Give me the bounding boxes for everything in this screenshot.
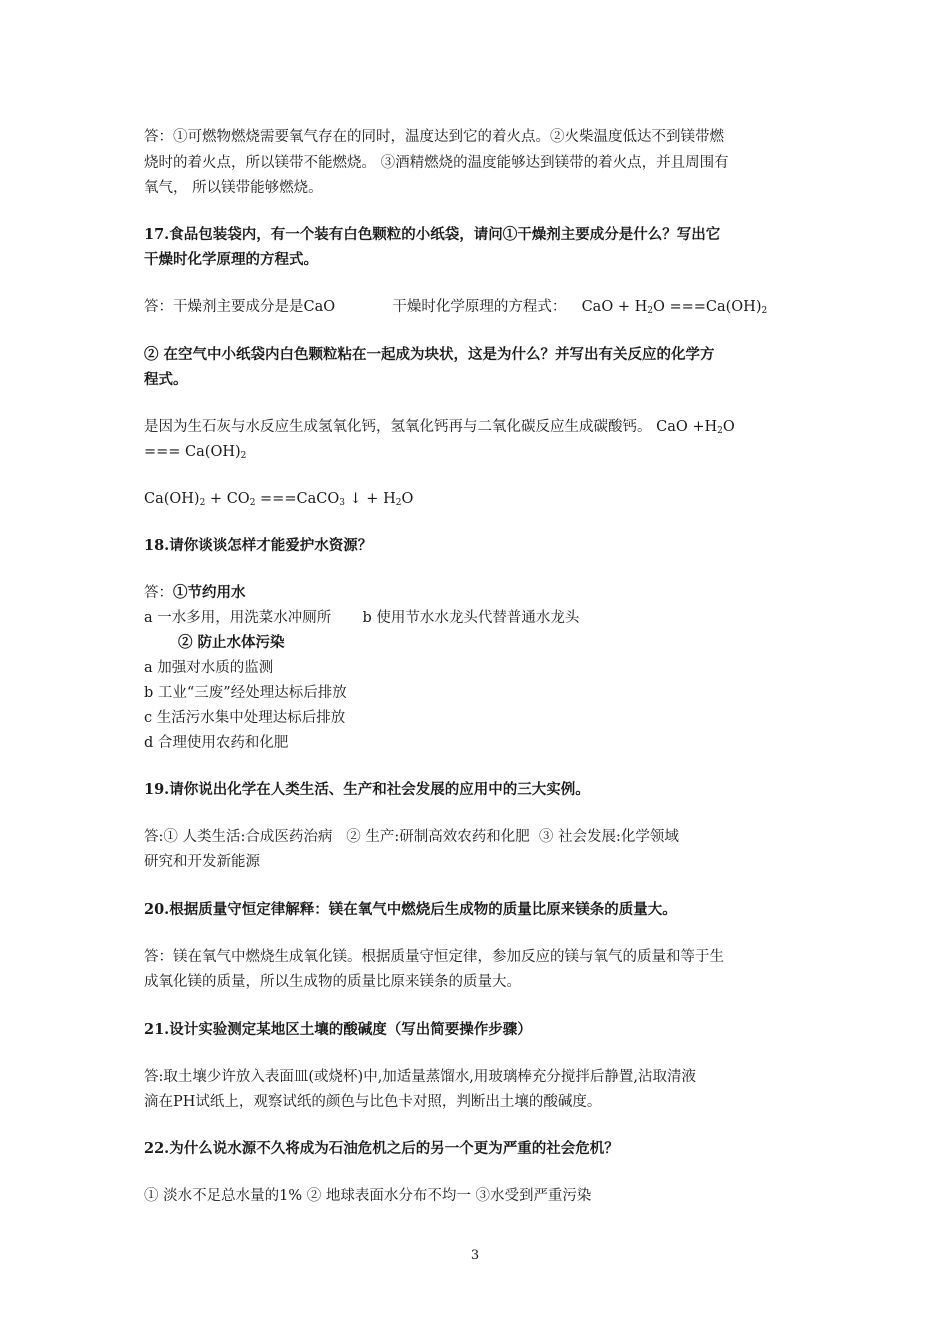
q17-equation-1: CaO + $H_2O ===Ca(OH)_2$ <box>581 299 768 316</box>
q21-question: 21.设计实验测定某地区土壤的酸碱度（写出简要操作步骤） <box>144 1021 532 1038</box>
q18-answer-heading-1: 答：①节约用水 <box>144 584 246 601</box>
q16-answer-line-3: 氧气， 所以镁带能够燃烧。 <box>144 180 323 196</box>
q22-question: 22.为什么说水源不久将成为石油危机之后的另一个更为严重的社会危机？ <box>144 1140 619 1157</box>
q17-reason-line-1: 是因为生石灰与水反应生成氢氧化钙，氢氧化钙再与二氧化碳反应生成碳酸钙。 CaO $+H_2O$ <box>144 419 735 436</box>
q18-item-2c: c 生活污水集中处理达标后排放 <box>144 710 346 726</box>
q17-subquestion-line-1: ② 在空气中小纸袋内白色颗粒粘在一起成为块状，这是为什么？并写出有关反应的化学方 <box>144 346 715 363</box>
q21-answer-line-1: 答:取土壤少许放入表面皿(或烧杯)中,加适量蒸馏水,用玻璃棒充分搅拌后静置,沾取清液 <box>144 1069 697 1085</box>
q17-equation-2: $Ca(OH)_2 + CO_2$ ===CaCO$_3$ ↓ + $H_2O$ <box>144 491 414 508</box>
q18-item-b1: b 使用节水水龙头代替普通水龙头 <box>362 610 580 626</box>
q18-question: 18.请你谈谈怎样才能爱护水资源？ <box>144 537 373 554</box>
q19-question: 19.请你说出化学在人类生活、生产和社会发展的应用中的三大实例。 <box>144 781 590 798</box>
q17-reason-line-2: === $Ca(OH)_2$ <box>144 444 247 461</box>
q17-answer-text: 答：干燥剂主要成分是是CaO <box>144 299 336 315</box>
q22-answer: ① 淡水不足总水量的1% ② 地球表面水分布不均一 ③水受到严重污染 <box>144 1188 592 1204</box>
q20-question: 20.根据质量守恒定律解释：镁在氧气中燃烧后生成物的质量比原来镁条的质量大。 <box>144 901 677 918</box>
q17-answer-eq-label: 干燥时化学原理的方程式： <box>392 299 567 315</box>
q18-item-2d: d 合理使用农药和化肥 <box>144 735 289 751</box>
page-number: 3 <box>470 1248 480 1263</box>
q17-answer <box>144 296 767 322</box>
q16-answer-line-1: 答：①可燃物燃烧需要氧气存在的同时，温度达到它的着火点。②火柴温度低达不到镁带燃 <box>144 129 724 145</box>
q18-answer-heading-2: ② 防止水体污染 <box>178 634 285 651</box>
q18-item-row-1 <box>144 607 579 629</box>
q18-item-2a: a 加强对水质的监测 <box>144 660 274 676</box>
q17-subquestion-line-2: 程式。 <box>144 371 188 388</box>
q19-answer-line-1: 答:① 人类生活:合成医药治病 ② 生产:研制高效农药和化肥 ③ 社会发展:化学领域 <box>144 829 679 845</box>
q16-answer-line-2: 烧时的着火点，所以镁带不能燃烧。 ③酒精燃烧的温度能够达到镁带的着火点，并且周围有 <box>144 155 729 171</box>
q18-item-2b: b 工业“三废”经处理达标后排放 <box>144 685 347 701</box>
q20-answer-line-2: 成氧化镁的质量，所以生成物的质量比原来镁条的质量大。 <box>144 974 521 990</box>
q17-question-line-1: 17.食品包装袋内，有一个装有白色颗粒的小纸袋，请问①干燥剂主要成分是什么？写出它 <box>144 226 721 243</box>
q20-answer-line-1: 答：镁在氧气中燃烧生成氧化镁。根据质量守恒定律，参加反应的镁与氧气的质量和等于生 <box>144 949 724 965</box>
q18-item-a1: a 一水多用，用洗菜水冲厕所 <box>144 610 332 626</box>
q19-answer-line-2: 研究和开发新能源 <box>144 854 260 870</box>
q21-answer-line-2: 滴在PH试纸上，观察试纸的颜色与比色卡对照，判断出土壤的酸碱度。 <box>144 1094 602 1110</box>
q17-question-line-2: 干燥时化学原理的方程式。 <box>144 251 318 268</box>
